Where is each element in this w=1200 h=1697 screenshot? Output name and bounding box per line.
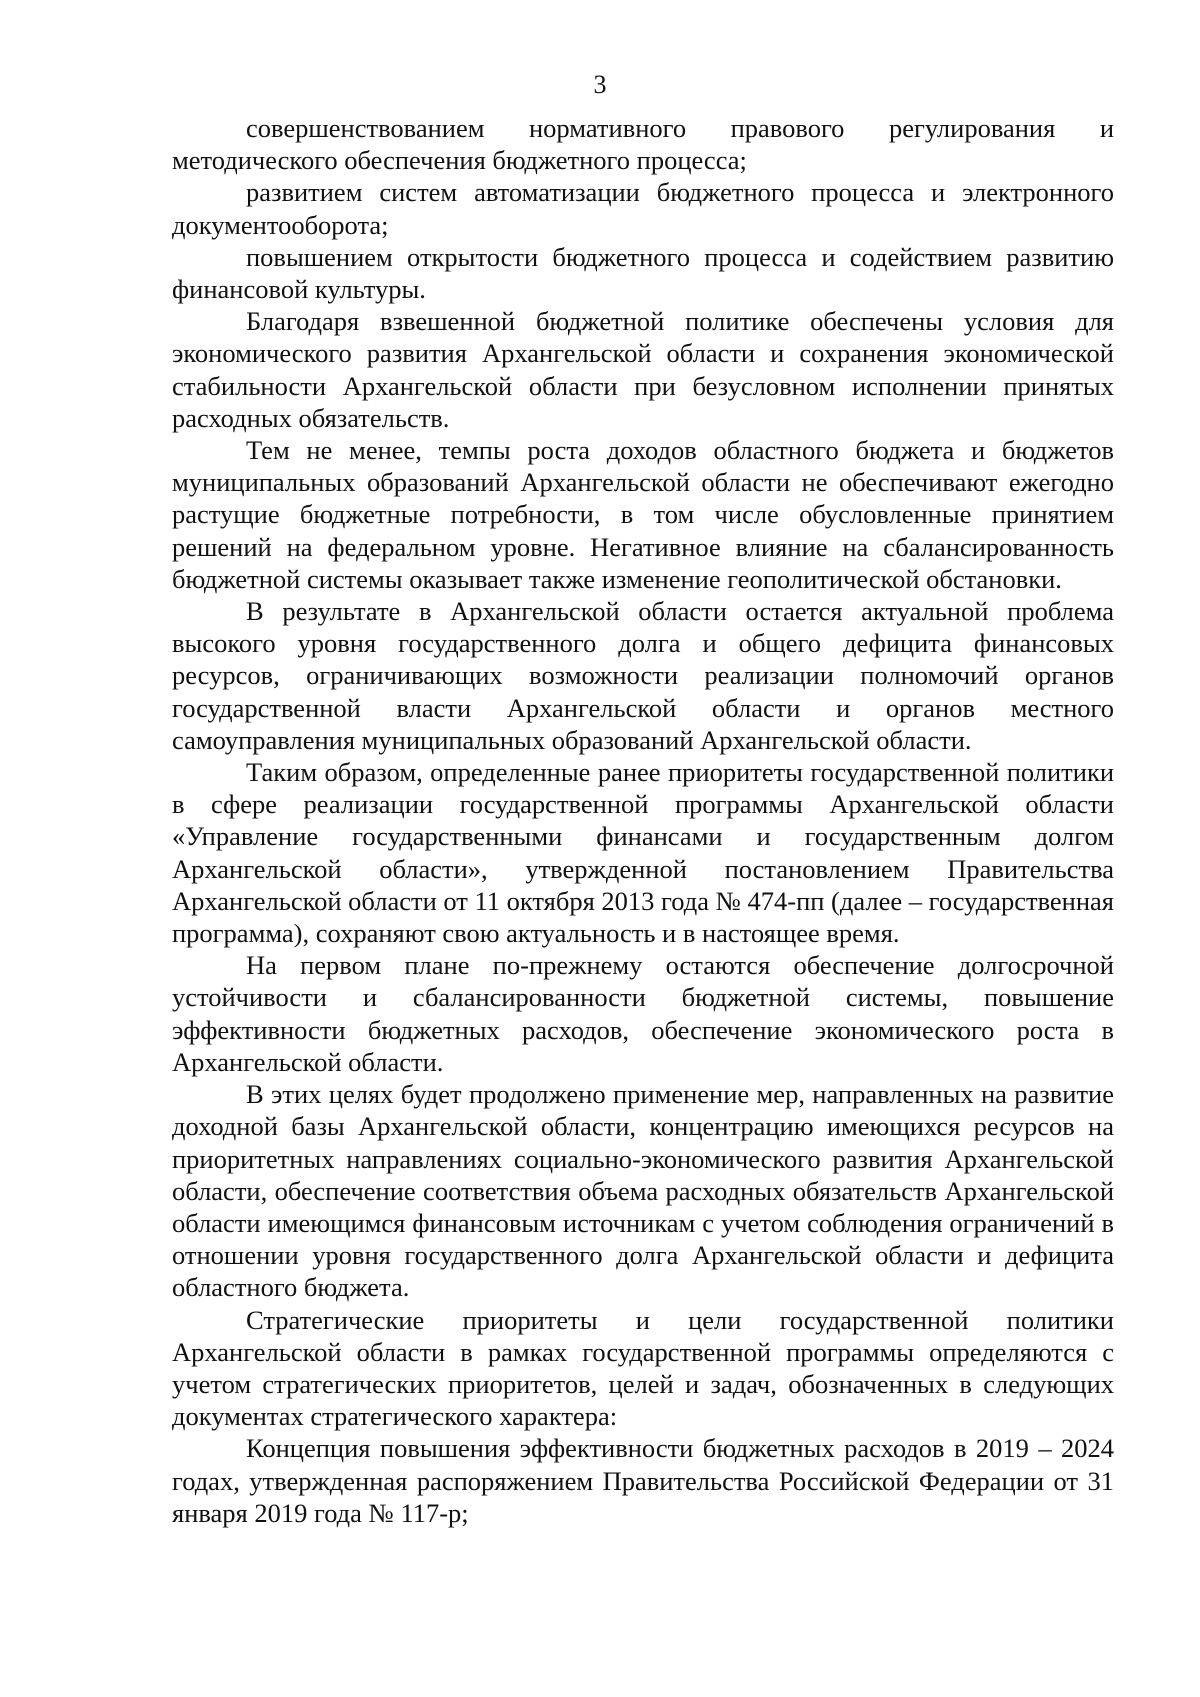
paragraph: развитием систем автоматизации бюджетного процесса и электронного документооборота; (172, 177, 1114, 240)
paragraph: В этих целях будет продолжено применение мер, направленных на развитие доходной базы Архангельской области, концентрацию имеющихся ресурсов на приоритетных направлениях социально-экономического развития Архангельской области, обеспечение соответствия объема расходных обязательств Архангельской области имеющимся финансовым источникам с учетом соблюдения ограничений в отношении уровня государственного долга Архангельской области и дефицита областного бюджета. (172, 1079, 1114, 1303)
paragraph: Благодаря взвешенной бюджетной политике обеспечены условия для экономического развития Архангельской области и сохранения экономической стабильности Архангельской области при безусловном исполнении принятых расходных обязательств. (172, 306, 1114, 433)
page-number: 3 (593, 70, 607, 99)
paragraph: В результате в Архангельской области остается актуальной проблема высокого уровня государственного долга и общего дефицита финансовых ресурсов, ограничивающих возможности реализации полномочий органов государственной власти Архангельской области и органов местного самоуправления муниципальных образований Архангельской области. (172, 596, 1114, 755)
paragraph: Стратегические приоритеты и цели государственной политики Архангельской области в рамках государственной программы определяются с учетом стратегических приоритетов, целей и задач, обозначенных в следующих документах стратегического характера: (172, 1304, 1114, 1432)
document-body (172, 112, 1114, 1529)
paragraph: На первом плане по-прежнему остаются обеспечение долгосрочной устойчивости и сбалансированности бюджетной системы, повышение эффективности бюджетных расходов, обеспечение экономического роста в Архангельской области. (172, 950, 1114, 1077)
paragraph: Концепция повышения эффективности бюджетных расходов в 2019 – 2024 годах, утвержденная распоряжением Правительства Российской Федерации от 31 января 2019 года № 117-р; (172, 1433, 1114, 1528)
paragraph: совершенствованием нормативного правового регулирования и методического обеспечения бюджетного процесса; (172, 113, 1114, 176)
paragraph: Тем не менее, темпы роста доходов областного бюджета и бюджетов муниципальных образований Архангельской области не обеспечивают ежегодно растущие бюджетные потребности, в том числе обусловленные принятием решений на федеральном уровне. Негативное влияние на сбалансированность бюджетной системы оказывает также изменение геополитической обстановки. (172, 435, 1114, 594)
paragraph: повышением открытости бюджетного процесса и содействием развитию финансовой культуры. (172, 241, 1114, 305)
paragraph: Таким образом, определенные ранее приоритеты государственной политики в сфере реализации государственной программы Архангельской области «Управление государственными финансами и государственным долгом Архангельской области», утвержденной постановлением Правительства Архангельской области от 11 октября 2013 года № 474-пп (далее – государственная программа), сохраняют свою актуальность и в настоящее время. (172, 757, 1114, 949)
